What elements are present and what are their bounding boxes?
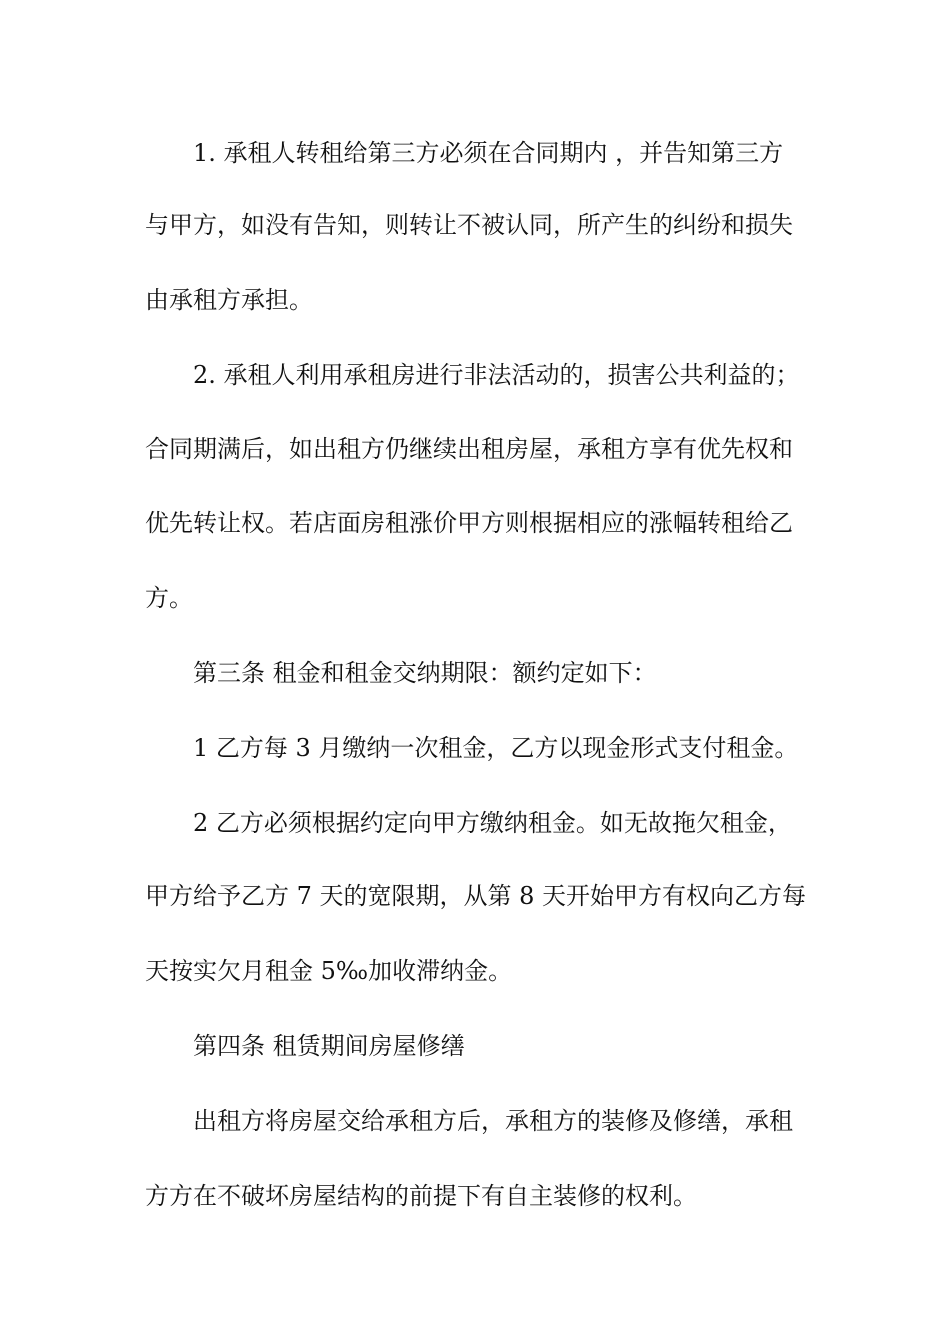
- text-line: 方。: [145, 584, 193, 612]
- text-line: 2 乙方必须根据约定向甲方缴纳租金。如无故拖欠租金，: [193, 809, 792, 837]
- text-line: 甲方给予乙方 7 天的宽限期，从第 8 天开始甲方有权向乙方每: [145, 882, 807, 910]
- text-line: 与甲方，如没有告知，则转让不被认同，所产生的纠纷和损失: [145, 211, 793, 239]
- text-line: 由承租方承担。: [145, 286, 313, 314]
- section-heading: 第三条 租金和租金交纳期限：额约定如下：: [193, 659, 657, 687]
- text-line: 2. 承租人利用承租房进行非法活动的，损害公共利益的；: [193, 361, 800, 389]
- text-line: 天按实欠月租金 5‰加收滞纳金。: [145, 957, 513, 985]
- text-line: 方方在不破坏房屋结构的前提下有自主装修的权利。: [145, 1182, 697, 1210]
- text-line: 1. 承租人转租给第三方必须在合同期内 ，并告知第三方: [193, 139, 784, 167]
- text-line: 1 乙方每 3 月缴纳一次租金，乙方以现金形式支付租金。: [193, 734, 799, 762]
- text-line: 出租方将房屋交给承租方后，承租方的装修及修缮，承租: [193, 1107, 793, 1135]
- text-line: 优先转让权。若店面房租涨价甲方则根据相应的涨幅转租给乙: [145, 509, 793, 537]
- text-line: 合同期满后，如出租方仍继续出租房屋，承租方享有优先权和: [145, 435, 793, 463]
- section-heading: 第四条 租赁期间房屋修缮: [193, 1032, 465, 1060]
